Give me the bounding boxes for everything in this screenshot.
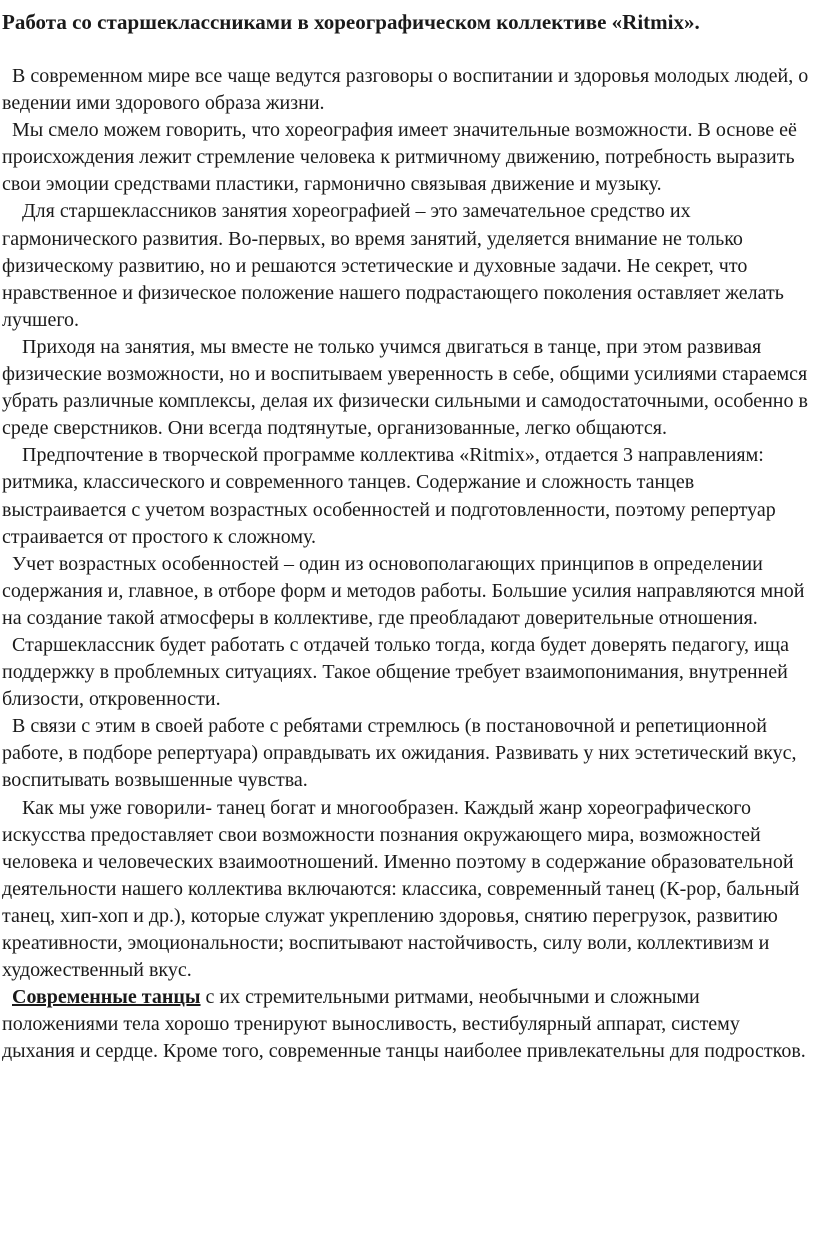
- paragraph-text: Мы смело можем говорить, что хореография имеет значительные возможности. В основе её происхождения лежит стремление человека к ритмичному движению, потребность выразить свои эмоции средствами пластики, гармонично связывая движение и музыку.: [2, 119, 797, 196]
- paragraph-text: В современном мире все чаще ведутся разговоры о воспитании и здоровья молодых людей, о ведении ими здорового образа жизни.: [2, 65, 809, 115]
- paragraph-4: [2, 334, 814, 442]
- document-title: Работа со старшеклассниками в хореографическом коллективе «Ritmix».: [2, 10, 700, 34]
- paragraph-2: [2, 117, 814, 198]
- paragraph-6: [2, 551, 814, 632]
- paragraph-8: [2, 713, 814, 794]
- paragraph-text: с их стремительными ритмами, необычными и сложными положениями тела хорошо тренируют выносливость, вестибулярный аппарат, систему дыхания и сердце. Кроме того, современные танцы наиболее привлекательны для подростков.: [2, 986, 806, 1063]
- paragraph-text: В связи с этим в своей работе с ребятами стремлюсь (в постановочной и репетиционной работе, в подборе репертуара) оправдывать их ожидания. Развивать у них эстетический вкус, воспитывать возвышенные чувства.: [2, 715, 797, 792]
- paragraph-text: Предпочтение в творческой программе коллектива «Ritmix», отдается 3 направлениям: ритмика, классического и современного танцев. Содержание и сложность танцев выстраивается с учетом возрастных особенностей и подготовленности, поэтому репертуар страивается от простого к сложному.: [2, 444, 776, 548]
- paragraph-10: [2, 984, 814, 1065]
- paragraph-text: Приходя на занятия, мы вместе не только учимся двигаться в танце, при этом развивая физические возможности, но и воспитываем уверенность в себе, общими усилиями стараемся убрать различные комплексы, делая их физически сильными и самодостаточными, особенно в среде сверстников. Они всегда подтянутые, организованные, легко общаются.: [2, 335, 808, 440]
- paragraph-text: Старшеклассник будет работать с отдачей только тогда, когда будет доверять педагогу, ища поддержку в проблемных ситуациях. Такое общение требует взаимопонимания, внутренней близости, откровенности.: [2, 633, 789, 711]
- emphasis-heading: Современные танцы: [12, 986, 201, 1009]
- paragraph-9: [2, 795, 814, 985]
- paragraph-text: Для старшеклассников занятия хореографией – это замечательное средство их гармонического развития. Во-первых, во время занятий, уделяется внимание не только физическому развитию, но и решаются эстетические и духовные задачи. Не секрет, что нравственное и физическое положение нашего подрастающего поколения оставляет желать лучшего.: [2, 200, 784, 331]
- paragraph-1: [2, 63, 814, 117]
- paragraph-text: Учет возрастных особенностей – один из основополагающих принципов в определении содержания и, главное, в отборе форм и методов работы. Большие усилия направляются мной на создание такой атмосферы в коллективе, где преобладают доверительные отношения.: [2, 552, 805, 629]
- paragraph-7: [2, 632, 814, 713]
- paragraph-text: Как мы уже говорили- танец богат и многообразен. Каждый жанр хореографического искусства предоставляет свои возможности познания окружающего мира, возможностей человека и человеческих взаимоотношений. Именно поэтому в содержание образовательной деятельности нашего коллектива включаются: классика, современный танец (К-рор, бальный танец, хип-хоп и др.), которые служат укреплению здоровья, снятию перегрузок, развитию креативности, эмоциональности; воспитывают настойчивость, силу воли, коллективизм и художественный вкус.: [2, 796, 800, 982]
- paragraph-5: [2, 442, 814, 550]
- paragraph-3: [2, 198, 814, 333]
